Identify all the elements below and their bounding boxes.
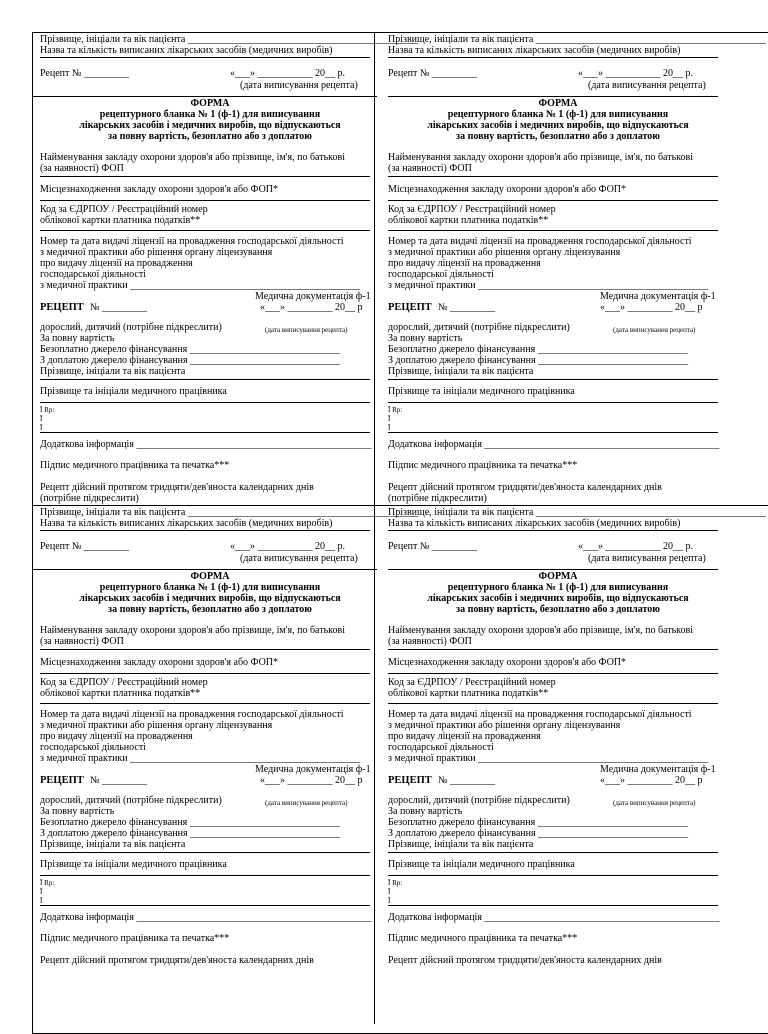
facility-location: Місцезнаходження закладу охорони здоров'я або ФОП* [388,657,627,668]
form-subtitle-1: рецептурного бланка № 1 (ф-1) для виписування [447,582,669,593]
form-subtitle-1: рецептурного бланка № 1 (ф-1) для виписування [99,109,321,120]
rule [40,176,370,177]
age-group: дорослий, дитячий (потрібне підкреслити) [40,795,222,806]
recipe-date: «___» _________ 20__ р [600,302,703,313]
form-subtitle-2: лікарських засобів і медичних виробів, що відпускаються [79,120,341,131]
facility-name-2: (за наявності) ФОП [388,163,472,174]
date-caption: (дата виписування рецепта) [613,326,696,334]
form-title: ФОРМА [538,98,578,109]
recipe-number: № _________ [90,302,148,313]
edrpou-1: Код за ЄДРПОУ / Реєстраційний номер [40,677,208,688]
form-subtitle-3: за повну вартість, безоплатно або з доплатою [108,131,312,142]
form-subtitle-2: лікарських засобів і медичних виробів, що відпускаються [79,593,341,604]
rule [388,379,718,380]
license-3: про видачу ліцензії на провадження [388,258,541,269]
medic: Прізвище та ініціали медичного працівника [388,386,575,397]
form-subtitle-3: за повну вартість, безоплатно або з доплатою [456,604,660,615]
copay: З доплатою джерело фінансування ______________________________ [40,828,341,839]
stub-date-line: «___» ___________ 20__ р. [578,68,693,79]
license-4: господарської діяльності [40,742,146,753]
rule [40,852,370,853]
copay: З доплатою джерело фінансування ______________________________ [388,828,689,839]
full-price: За повну вартість [388,806,463,817]
license-4: господарської діяльності [388,269,494,280]
recipe-date: «___» _________ 20__ р [260,302,363,313]
stub-drugs-line: Назва та кількість виписаних лікарських засобів (медичних виробів) [388,518,681,529]
rule [40,673,370,674]
license-4: господарської діяльності [40,269,146,280]
stub-recipe-number: Рецепт № _________ [40,541,129,552]
med-doc: Медична документація ф-1 [600,764,716,775]
stub-date-line: «___» ___________ 20__ р. [230,68,345,79]
license-2: з медичної практики або рішення органу ліцензування [40,247,273,258]
full-price: За повну вартість [40,806,115,817]
edrpou-2: облікової картки платника податків** [388,688,549,699]
rule [388,230,718,231]
stub-rule [40,530,370,531]
rule [40,230,370,231]
date-caption: (дата виписування рецепта) [613,799,696,807]
free: Безоплатно джерело фінансування ______________________________ [40,817,340,828]
stub-drugs-line: Назва та кількість виписаних лікарських засобів (медичних виробів) [40,518,333,529]
edrpou-1: Код за ЄДРПОУ / Реєстраційний номер [40,204,208,215]
validity: Рецепт дійсний протягом тридцяти/дев'яноста календарних днів [40,482,314,493]
license-5: з медичної практики ______________________________________________ [40,753,361,764]
facility-location: Місцезнаходження закладу охорони здоров'я або ФОП* [388,184,627,195]
license-5: з медичної практики ______________________________________________ [388,280,709,291]
signature: Підпис медичного працівника та печатка*** [388,460,578,471]
license-4: господарської діяльності [388,742,494,753]
rule [40,875,370,876]
full-price: За повну вартість [40,333,115,344]
form-subtitle-3: за повну вартість, безоплатно або з доплатою [108,604,312,615]
rule [388,703,718,704]
stub-rule [40,57,370,58]
free: Безоплатно джерело фінансування ______________________________ [40,344,340,355]
license-2: з медичної практики або рішення органу ліцензування [388,247,621,258]
signature: Підпис медичного працівника та печатка*** [40,933,230,944]
rule [40,649,370,650]
form-subtitle-3: за повну вартість, безоплатно або з доплатою [456,131,660,142]
recipe-label: РЕЦЕПТ [40,302,84,313]
med-doc: Медична документація ф-1 [600,291,716,302]
facility-location: Місцезнаходження закладу охорони здоров'я або ФОП* [40,657,279,668]
stub-patient-line: Прізвище, ініціали та вік пацієнта ______________________________________________ [40,34,418,45]
stub-recipe-number: Рецепт № _________ [388,541,477,552]
edrpou-1: Код за ЄДРПОУ / Реєстраційний номер [388,204,556,215]
form-title: ФОРМА [538,571,578,582]
date-caption: (дата виписування рецепта) [265,799,348,807]
recipe-date: «___» _________ 20__ р [260,775,363,786]
column-divider [374,32,375,1024]
rule [388,200,718,201]
rule [388,905,718,906]
rule [388,875,718,876]
rp: Ī Rp: Ī Ī [40,879,55,905]
rule [388,432,718,433]
license-1: Номер та дата видачі ліцензії на провадження господарської діяльності [40,709,344,720]
facility-name-1: Найменування закладу охорони здоров'я або прізвище, ім'я, по батькові [388,625,694,636]
facility-location: Місцезнаходження закладу охорони здоров'я або ФОП* [40,184,279,195]
patient: Прізвище, ініціали та вік пацієнта [388,839,534,850]
medic: Прізвище та ініціали медичного працівника [40,386,227,397]
validity: Рецепт дійсний протягом тридцяти/дев'яноста календарних днів [388,955,662,966]
stub-date-caption: (дата виписування рецепта) [588,80,706,91]
rule [40,200,370,201]
recipe-date: «___» _________ 20__ р [600,775,703,786]
validity: Рецепт дійсний протягом тридцяти/дев'яноста календарних днів [388,482,662,493]
facility-name-1: Найменування закладу охорони здоров'я або прізвище, ім'я, по батькові [388,152,694,163]
license-5: з медичної практики ______________________________________________ [388,753,709,764]
free: Безоплатно джерело фінансування ______________________________ [388,344,688,355]
additional: Додаткова інформація _______________________________________________ [388,439,720,450]
edrpou-2: облікової картки платника податків** [388,215,549,226]
rule [388,852,718,853]
med-doc: Медична документація ф-1 [255,291,371,302]
rule [40,402,370,403]
recipe-label: РЕЦЕПТ [388,775,432,786]
form-title: ФОРМА [190,98,230,109]
recipe-number: № _________ [438,302,496,313]
age-group: дорослий, дитячий (потрібне підкреслити) [40,322,222,333]
form-subtitle-2: лікарських засобів і медичних виробів, що відпускаються [427,120,689,131]
stub-recipe-number: Рецепт № _________ [40,68,129,79]
patient: Прізвище, ініціали та вік пацієнта [40,839,186,850]
recipe-label: РЕЦЕПТ [40,775,84,786]
rp: Ī Rp: Ī Ī [388,406,403,432]
license-2: з медичної практики або рішення органу ліцензування [388,720,621,731]
age-group: дорослий, дитячий (потрібне підкреслити) [388,322,570,333]
stub-rule [388,57,718,58]
stub-drugs-line: Назва та кількість виписаних лікарських засобів (медичних виробів) [40,45,333,56]
cut-rule [32,569,377,570]
rule [388,176,718,177]
stub-patient-line: Прізвище, ініціали та вік пацієнта ______________________________________________ [388,34,766,45]
stub-date-line: «___» ___________ 20__ р. [230,541,345,552]
recipe-label: РЕЦЕПТ [388,302,432,313]
stub-date-caption: (дата виписування рецепта) [588,553,706,564]
form-subtitle-1: рецептурного бланка № 1 (ф-1) для виписування [99,582,321,593]
license-5: з медичної практики ______________________________________________ [40,280,361,291]
stub-date-line: «___» ___________ 20__ р. [578,541,693,552]
edrpou-1: Код за ЄДРПОУ / Реєстраційний номер [388,677,556,688]
stub-drugs-line: Назва та кількість виписаних лікарських засобів (медичних виробів) [388,45,681,56]
date-caption: (дата виписування рецепта) [265,326,348,334]
medic: Прізвище та ініціали медичного працівника [40,859,227,870]
license-1: Номер та дата видачі ліцензії на провадження господарської діяльності [40,236,344,247]
additional: Додаткова інформація _______________________________________________ [40,439,372,450]
form-subtitle-1: рецептурного бланка № 1 (ф-1) для виписування [447,109,669,120]
cut-rule [32,96,377,97]
cut-rule [388,569,718,570]
additional: Додаткова інформація _______________________________________________ [388,912,720,923]
stub-rule [388,530,718,531]
stub-patient-line: Прізвище, ініціали та вік пацієнта ______________________________________________ [388,507,766,518]
medic: Прізвище та ініціали медичного працівника [388,859,575,870]
stub-date-caption: (дата виписування рецепта) [240,80,358,91]
stub-date-caption: (дата виписування рецепта) [240,553,358,564]
license-1: Номер та дата видачі ліцензії на провадження господарської діяльності [388,236,692,247]
rp: Ī Rp: Ī Ī [40,406,55,432]
facility-name-2: (за наявності) ФОП [388,636,472,647]
underline-note: (потрібне підкреслити) [388,493,487,504]
row-divider [32,505,768,506]
stub-patient-line: Прізвище, ініціали та вік пацієнта ______________________________________________ [40,507,418,518]
patient: Прізвище, ініціали та вік пацієнта [388,366,534,377]
rule [388,649,718,650]
copay: З доплатою джерело фінансування ______________________________ [40,355,341,366]
form-subtitle-2: лікарських засобів і медичних виробів, що відпускаються [427,593,689,604]
form-title: ФОРМА [190,571,230,582]
license-2: з медичної практики або рішення органу ліцензування [40,720,273,731]
copay: З доплатою джерело фінансування ______________________________ [388,355,689,366]
facility-name-1: Найменування закладу охорони здоров'я або прізвище, ім'я, по батькові [40,625,346,636]
edrpou-2: облікової картки платника податків** [40,215,201,226]
cut-rule [388,96,718,97]
recipe-number: № _________ [438,775,496,786]
license-3: про видачу ліцензії на провадження [388,731,541,742]
underline-note: (потрібне підкреслити) [40,493,139,504]
recipe-number: № _________ [90,775,148,786]
license-3: про видачу ліцензії на провадження [40,258,193,269]
facility-name-1: Найменування закладу охорони здоров'я або прізвище, ім'я, по батькові [40,152,346,163]
validity: Рецепт дійсний протягом тридцяти/дев'яноста календарних днів [40,955,314,966]
facility-name-2: (за наявності) ФОП [40,163,124,174]
facility-name-2: (за наявності) ФОП [40,636,124,647]
rp: Ī Rp: Ī Ī [388,879,403,905]
med-doc: Медична документація ф-1 [255,764,371,775]
rule [40,379,370,380]
additional: Додаткова інформація _______________________________________________ [40,912,372,923]
rule [388,673,718,674]
stub-recipe-number: Рецепт № _________ [388,68,477,79]
rule [40,703,370,704]
signature: Підпис медичного працівника та печатка*** [388,933,578,944]
license-1: Номер та дата видачі ліцензії на провадження господарської діяльності [388,709,692,720]
rule [40,905,370,906]
patient: Прізвище, ініціали та вік пацієнта [40,366,186,377]
full-price: За повну вартість [388,333,463,344]
license-3: про видачу ліцензії на провадження [40,731,193,742]
edrpou-2: облікової картки платника податків** [40,688,201,699]
age-group: дорослий, дитячий (потрібне підкреслити) [388,795,570,806]
rule [388,402,718,403]
rule [40,432,370,433]
signature: Підпис медичного працівника та печатка*** [40,460,230,471]
free: Безоплатно джерело фінансування ______________________________ [388,817,688,828]
